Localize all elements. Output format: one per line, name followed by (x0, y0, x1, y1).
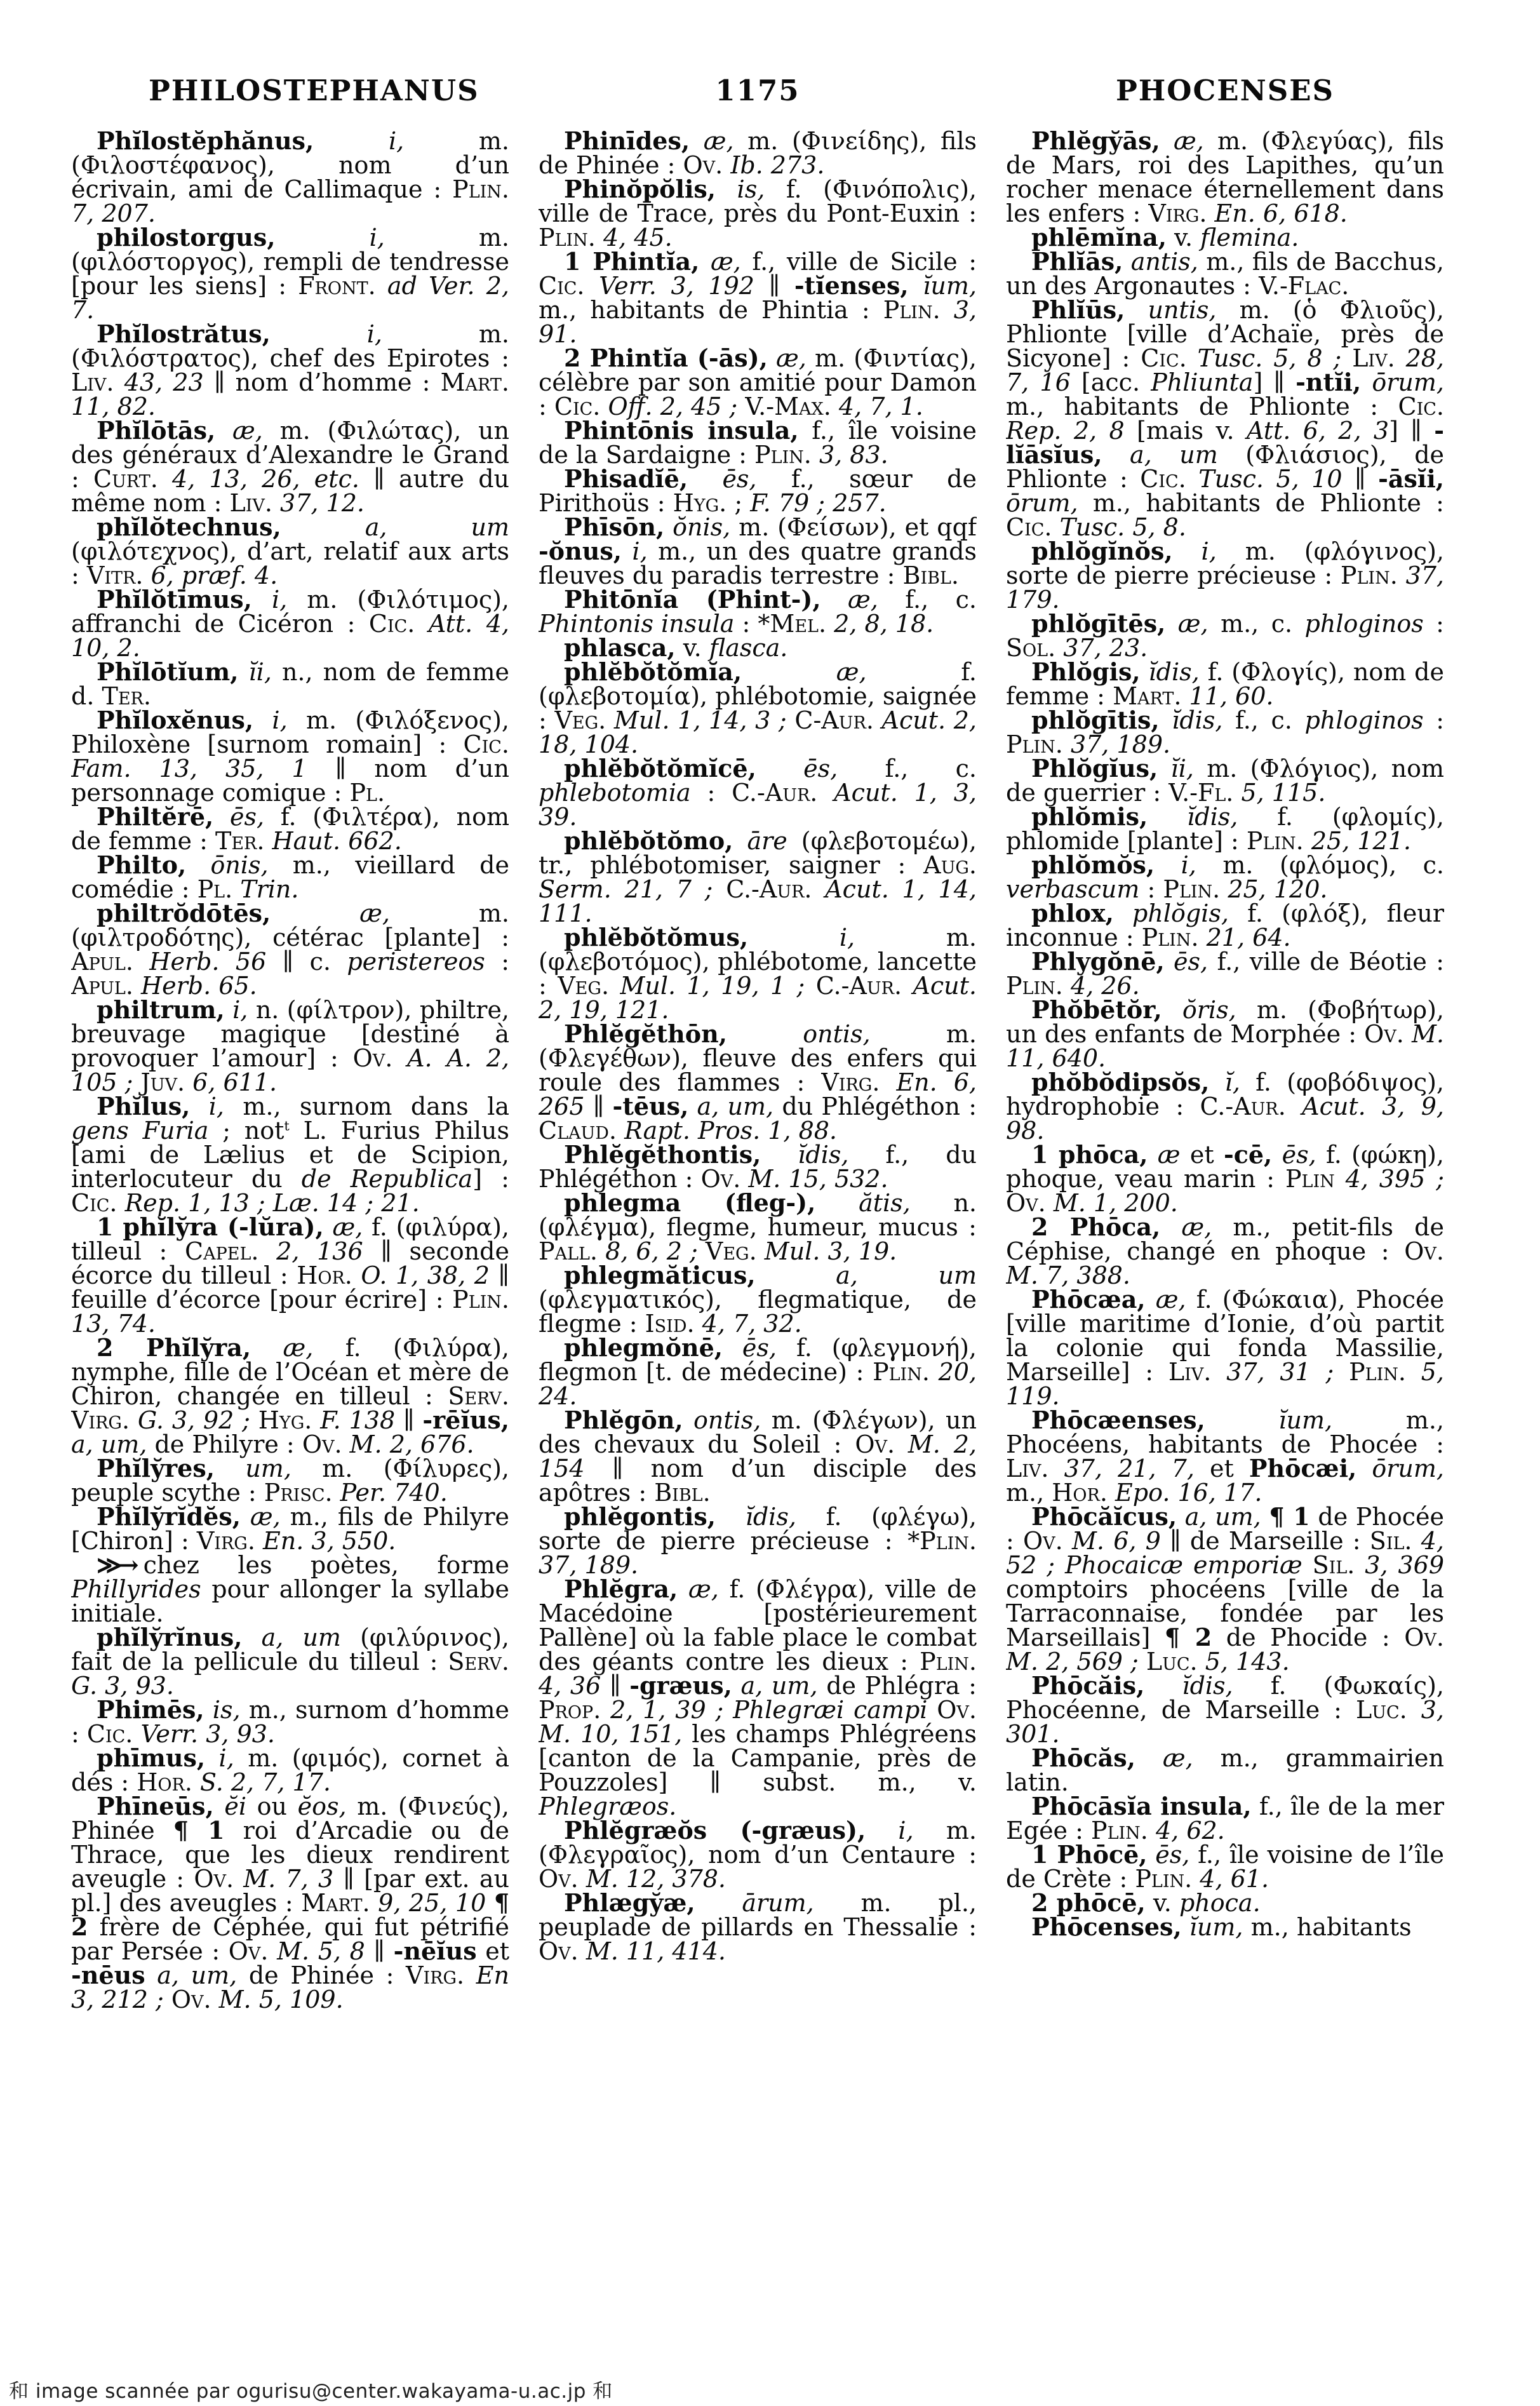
dictionary-entry: Phōcæa, æ, f. (Φώκαια), Phocée [ville maritime d’Ionie, d’où partit la colonie qui fonda Massilie, Marseille] : Liv. 37, 31 ; Plin. 5, 119. (1006, 1285, 1444, 1410)
dictionary-entry: Phlĕgĕthōn, ontis, m. (Φλεγέθων), fleuve des enfers qui roule des flammes : Virg. En. 6, 265 ∥ -tēus, a, um, du Phlégéthon : Claud. Rapt. Pros. 1, 88. (539, 1019, 977, 1145)
dictionary-entry: phlegmŏnē, ēs, f. (φλεγμονή), flegmon [t. de médecine) : Plin. 20, 24. (539, 1333, 977, 1410)
scan-watermark: 和 image scannée par ogurisu@center.wakayama-u.ac.jp 和 (9, 2380, 613, 2403)
dictionary-entry: Phinīdes, æ, m. (Φινείδης), fils de Phinée : Ov. Ib. 273. (539, 129, 977, 179)
dictionary-entry: phĭlŏtechnus, a, um (φιλότεχνος), d’art, relatif aux arts : Vitr. 6, præf. 4. (71, 513, 509, 589)
dictionary-entry: philostorgus, i, m. (φιλόστοργος), rempli de tendresse [pour les siens] : Front. ad Ver. 2, 7. (71, 223, 509, 324)
dictionary-entry: Phintōnis insula, f., île voisine de la Sardaigne : Plin. 3, 83. (539, 416, 977, 469)
dictionary-entry: Phlĕgōn, ontis, m. (Φλέγων), un des chevaux du Soleil : Ov. M. 2, 154 ∥ nom d’un disciple des apôtres : Bibl. (539, 1406, 977, 1507)
dictionary-entry: Phĭlōtĭum, ĭi, n., nom de femme d. Ter. (71, 657, 509, 710)
dictionary-entry: Phĭly̆res, um, m. (Φίλυρες), peuple scythe : Prisc. Per. 740. (71, 1454, 509, 1507)
dictionary-entry: phlox, phlŏgis, f. (φλόξ), fleur inconnue : Plin. 21, 64. (1006, 899, 1444, 951)
dictionary-entry: phŏbŏdipsŏs, ĭ, f. (φοβόδιψος), hydrophobie : C.-Aur. Acut. 3, 9, 98. (1006, 1068, 1444, 1145)
dictionary-entry: phlĕbŏtŏmĭcē, ēs, f., c. phlebotomia : C.-Aur. Acut. 1, 3, 39. (539, 754, 977, 831)
dictionary-entry: Phōcāsĭa insula, f., île de la mer Egée : Plin. 4, 62. (1006, 1792, 1444, 1845)
dictionary-entry: Phōcæenses, ĭum, m., Phocéens, habitants de Phocée : Liv. 37, 21, 7, et Phōcæi, ōrum, m., Hor. Epo. 16, 17. (1006, 1406, 1444, 1507)
running-header-right: PHOCENSES (1115, 74, 1335, 107)
dictionary-entry: Phitōnĭa (Phint-), æ, f., c. Phintonis insula : *Mel. 2, 8, 18. (539, 585, 977, 638)
dictionary-entry: 2 Phōca, æ, m., petit-fils de Céphise, changé en phoque : Ov. M. 7, 388. (1006, 1213, 1444, 1289)
dictionary-entry: Phlĕgĕthontis, ĭdis, f., du Phlégéthon : Ov. M. 15, 532. (539, 1140, 977, 1193)
dictionary-entry: ≫→ chez les poètes, forme Phillyrides pour allonger la syllabe initiale. (71, 1550, 509, 1627)
dictionary-entry: philtrum, i, n. (φίλτρον), philtre, breuvage magique [destiné à provoquer l’amour] : Ov. A. A. 2, 105 ; Juv. 6, 611. (71, 995, 509, 1096)
dictionary-entry: Phĭlŏtīmus, i, m. (Φιλότιμος), affranchi de Cicéron : Cic. Att. 4, 10, 2. (71, 585, 509, 662)
dictionary-entry: 2 phōcē, v. phoca. (1031, 1888, 1261, 1917)
dictionary-entry: Phlĕgræŏs (-græus), i, m. (Φλεγραῖος), nom d’un Centaure : Ov. M. 12, 378. (539, 1816, 977, 1893)
dictionary-entry: Phĭlostrătus, i, m. (Φιλόστρατος), chef des Epirotes : Liv. 43, 23 ∥ nom d’homme : Mart. 11, 82. (71, 319, 509, 420)
dictionary-entry: Phīneūs, ĕi ou ĕos, m. (Φινεύς), Phinée ¶ 1 roi d’Arcadie ou de Thrace, que les dieux rendirent aveugle : Ov. M. 7, 3 ∥ [par ext. au pl.] des aveugles : Mart. 9, 25, 10 ¶ 2 frère de Céphée, qui fut pétrifié par Persée : Ov. M. 5, 8 ∥ -nēĭus et -nēus a, um, de Phinée : Virg. En 3, 212 ; Ov. M. 5, 109. (71, 1792, 509, 2013)
dictionary-entry: phlēmĭna, v. flemina. (1031, 223, 1299, 252)
dictionary-columns (0, 107, 1540, 2311)
dictionary-entry: 1 Phōcē, ēs, f., île voisine de l’île de Crète : Plin. 4, 61. (1006, 1840, 1444, 1893)
dictionary-entry: Phlĭās, antis, m., fils de Bacchus, un des Argonautes : V.-Flac. (1006, 247, 1444, 300)
dictionary-entry: 1 Phintĭa, æ, f., ville de Sicile : Cic. Verr. 3, 192 ∥ -tĭenses, ĭum, m., habitants de Phintia : Plin. 3, 91. (539, 247, 977, 348)
dictionary-entry: 2 Phintĭa (-ās), æ, m. (Φιντίας), célèbre par son amitié pour Damon : Cic. Off. 2, 45 ; V.-Max. 4, 7, 1. (539, 344, 977, 420)
dictionary-entry: phlasca, v. flasca. (564, 633, 788, 662)
dictionary-entry: Phlygŏnē, ēs, f., ville de Béotie : Plin. 4, 26. (1006, 947, 1444, 1000)
dictionary-entry: philtrŏdōtēs, æ, m. (φιλτροδότης), cétérac [plante] : Apul. Herb. 56 ∥ c. peristereos : Apul. Herb. 65. (71, 899, 509, 1000)
dictionary-entry: Phlĭūs, untis, m. (ὁ Φλιοῦς), Phlionte [ville d’Achaïe, près de Sicyone] : Cic. Tusc. 5, 8 ; Liv. 28, 7, 16 [acc. Phliunta] ∥ -ntĭi, ōrum, m., habitants de Phlionte : Cic. Rep. 2, 8 [mais v. Att. 6, 2, 3] ∥ -lĭāsĭus, a, um (Φλιάσιος), de Phlionte : Cic. Tusc. 5, 10 ∥ -āsĭi, ōrum, m., habitants de Phlionte : Cic. Tusc. 5, 8. (1006, 295, 1444, 541)
dictionary-entry: Phĭloxĕnus, i, m. (Φιλόξενος), Philoxène [surnom romain] : Cic. Fam. 13, 35, 1 ∥ nom d’un personnage comique : Pl. (71, 706, 509, 807)
dictionary-entry: Phlĕgy̆ās, æ, m. (Φλεγύας), fils de Mars, roi des Lapithes, qu’un rocher menace éternellement dans les enfers : Virg. En. 6, 618. (1006, 129, 1444, 227)
dictionary-entry: phlŏgītēs, æ, m., c. phloginos : Sol. 37, 23. (1006, 609, 1444, 662)
dictionary-entry: Phlŏgĭus, ĭi, m. (Φλόγιος), nom de guerrier : V.-Fl. 5, 115. (1006, 754, 1444, 807)
dictionary-entry: Phlĕgra, æ, f. (Φλέγρα), ville de Macédoine [postérieurement Pallène] où la fable place le combat des géants contre les dieux : Plin. 4, 36 ∥ -græus, a, um, de Phlégra : Prop. 2, 1, 39 ; Phlegræi campi Ov. M. 10, 151, les champs Phlégréens [canton de la Campanie, près de Pouzzoles] ∥ subst. m., v. Phlegræos. (539, 1575, 977, 1820)
page-number: 1175 (715, 74, 800, 107)
dictionary-entry: 1 phōca, æ et -cē, ēs, f. (φώκη), phoque, veau marin : Plin 4, 395 ; Ov. M. 1, 200. (1006, 1140, 1444, 1217)
dictionary-entry: Phlægy̆æ, ārum, m. pl., peuplade de pillards en Thessalie : Ov. M. 11, 414. (539, 1888, 977, 1965)
dictionary-entry: Phōcenses, ĭum, m., habitants (1031, 1912, 1412, 1941)
dictionary-entry: 1 phĭly̆ra (-lŭra), æ, f. (φιλύρα), tilleul : Capel. 2, 136 ∥ seconde écorce du tilleul : Hor. O. 1, 38, 2 ∥ feuille d’écorce [pour écrire] : Plin. 13, 74. (71, 1213, 509, 1338)
dictionary-entry: phlŏgĭnŏs, i, m. (φλόγινος), sorte de pierre précieuse : Plin. 37, 179. (1006, 537, 1444, 614)
dictionary-entry: phlegma (fleg-), ătis, n. (φλέγμα), flegme, humeur, mucus : Pall. 8, 6, 2 ; Veg. Mul. 3, 19. (539, 1188, 977, 1265)
dictionary-entry: Phĭly̆rĭdĕs, æ, m., fils de Philyre [Chiron] : Virg. En. 3, 550. (71, 1502, 509, 1555)
dictionary-entry: Phōcăis, ĭdis, f. (Φωκαίς), Phocéenne, de Marseille : Luc. 3, 301. (1006, 1671, 1444, 1748)
dictionary-entry: Phinŏpŏlis, is, f. (Φινόπολις), ville de Trace, près du Pont-Euxin : Plin. 4, 45. (539, 175, 977, 252)
dictionary-entry: Phŏbētŏr, ŏris, m. (Φοβήτωρ), un des enfants de Morphée : Ov. M. 11, 640. (1006, 995, 1444, 1072)
running-header-left: PHILOSTEPHANUS (149, 74, 479, 107)
dictionary-entry: phlegmăticus, a, um (φλεγματικός), flegmatique, de flegme : Isid. 4, 7, 32. (539, 1261, 977, 1338)
column-2 (539, 129, 977, 2311)
dictionary-entry: Phĭlostĕphănus, i, m. (Φιλοστέφανος), nom d’un écrivain, ami de Callimaque : Plin. 7, 207. (71, 129, 509, 227)
column-1 (71, 129, 509, 2311)
dictionary-entry: phlŏgītis, ĭdis, f., c. phloginos : Plin. 37, 189. (1006, 706, 1444, 758)
dictionary-entry: phĭly̆rĭnus, a, um (φιλύρινος), fait de la pellicule du tilleul : Serv. G. 3, 93. (71, 1623, 509, 1700)
dictionary-entry: Phimēs, is, m., surnom d’homme : Cic. Verr. 3, 93. (71, 1695, 509, 1748)
running-header (0, 0, 1540, 107)
dictionary-entry: phlĕgontis, ĭdis, f. (φλέγω), sorte de pierre précieuse : *Plin. 37, 189. (539, 1502, 977, 1579)
dictionary-entry: phlĕbŏtŏmo, āre (φλεβοτομέω), tr., phlébotomiser, saigner : Aug. Serm. 21, 7 ; C.-Aur. Acut. 1, 14, 111. (539, 826, 977, 927)
poet-note-arrow-icon: ≫→ (97, 1550, 136, 1579)
dictionary-entry: Phōcăĭcus, a, um, ¶ 1 de Phocée : Ov. M. 6, 9 ∥ de Marseille : Sil. 4, 52 ; Phocaicæ emporiæ Sil. 3, 369 comptoirs phocéens [ville de la Tarraconnaise, fondée par les Marseillais] ¶ 2 de Phocide : Ov. M. 2, 569 ; Luc. 5, 143. (1006, 1502, 1444, 1676)
column-3 (1006, 129, 1444, 2311)
dictionary-entry: 2 Phĭly̆ra, æ, f. (Φιλύρα), nymphe, fille de l’Océan et mère de Chiron, changée en tilleul : Serv. Virg. G. 3, 92 ; Hyg. F. 138 ∥ -rēĭus, a, um, de Philyre : Ov. M. 2, 676. (71, 1333, 509, 1458)
dictionary-entry: Phlŏgis, ĭdis, f. (Φλογίς), nom de femme : Mart. 11, 60. (1006, 657, 1444, 710)
dictionary-entry: phlŏmŏs, i, m. (φλόμος), c. verbascum : Plin. 25, 120. (1006, 850, 1444, 903)
dictionary-entry: Phĭlus, i, m., surnom dans la gens Furia ; not$^t$ L. Furius Philus [ami de Lælius et de Scipion, interlocuteur du de Republica] : Cic. Rep. 1, 13 ; Læ. 14 ; 21. (71, 1092, 509, 1217)
dictionary-entry: phīmus, i, m. (φιμός), cornet à dés : Hor. S. 2, 7, 17. (71, 1744, 509, 1796)
dictionary-entry: phlĕbŏtŏmus, i, m. (φλεβοτόμος), phlébotome, lancette : Veg. Mul. 1, 19, 1 ; C.-Aur. Acut. 2, 19, 121. (539, 923, 977, 1024)
dictionary-entry: phlŏmis, ĭdis, f. (φλομίς), phlomide [plante] : Plin. 25, 121. (1006, 802, 1444, 855)
dictionary-entry: Philtĕrē, ēs, f. (Φιλτέρα), nom de femme : Ter. Haut. 662. (71, 802, 509, 855)
dictionary-entry: Phisadĭē, ēs, f., sœur de Pirithoüs : Hyg. ; F. 79 ; 257. (539, 464, 977, 517)
dictionary-entry: Philto, ōnis, m., vieillard de comédie : Pl. Trin. (71, 850, 509, 903)
dictionary-entry: phlĕbŏtŏmĭa, æ, f. (φλεβοτομία), phlébotomie, saignée : Veg. Mul. 1, 14, 3 ; C-Aur. Acut. 2, 18, 104. (539, 657, 977, 758)
dictionary-entry: Phōcăs, æ, m., grammairien latin. (1006, 1744, 1444, 1796)
dictionary-entry: Phīsōn, ŏnis, m. (Φείσων), et qqf -ŏnus, i, m., un des quatre grands fleuves du paradis terrestre : Bibl. (539, 513, 977, 589)
dictionary-entry: Phĭlōtās, æ, m. (Φιλώτας), un des généraux d’Alexandre le Grand : Curt. 4, 13, 26, etc. ∥ autre du même nom : Liv. 37, 12. (71, 416, 509, 517)
